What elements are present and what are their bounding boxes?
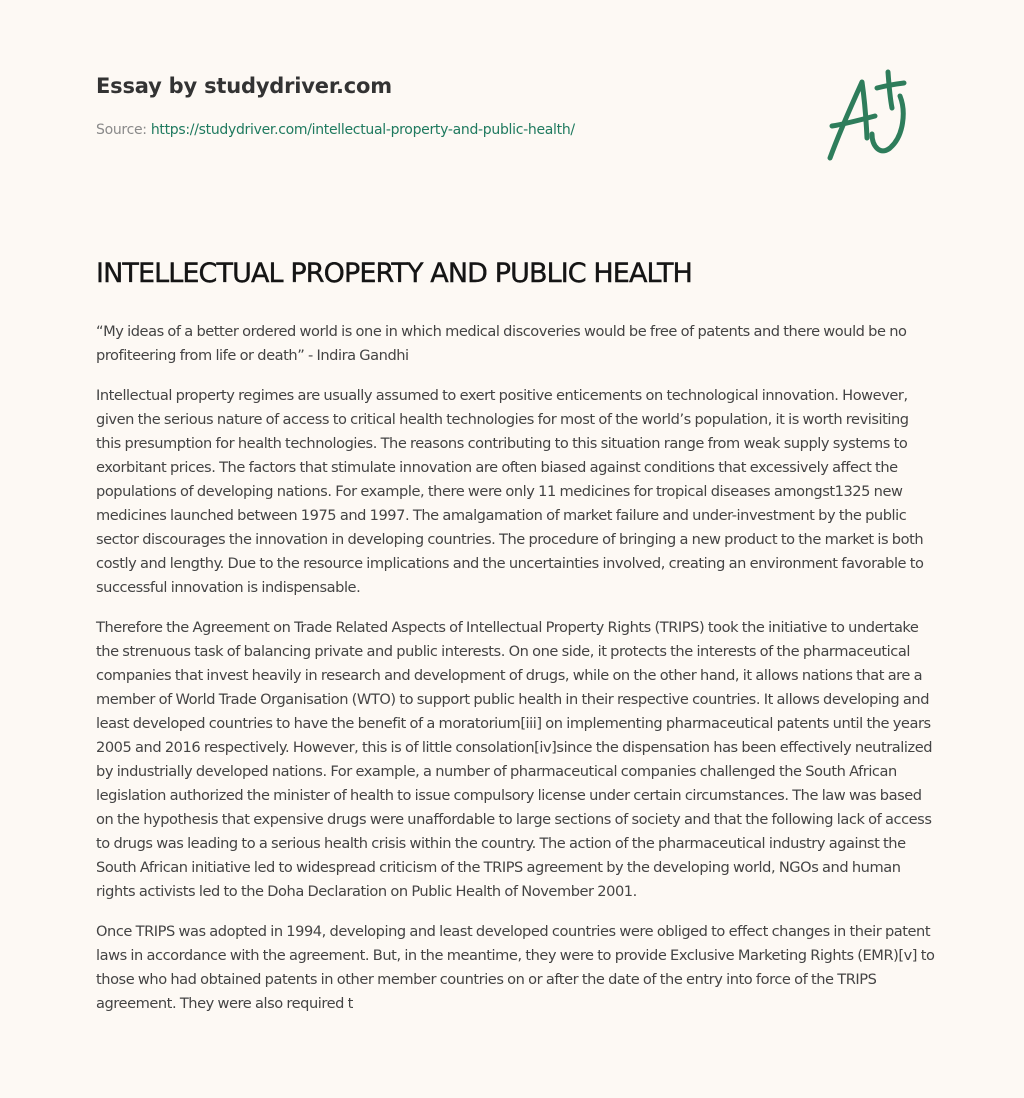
essay-content — [96, 254, 936, 1032]
source-line — [96, 122, 796, 138]
essay-paragraph: Once TRIPS was adopted in 1994, developing and least developed countries were obliged to effect changes in their patent laws in accordance with the agreement. But, in the meantime, they were to provide Exclusive Marketing Rights (EMR)[v] to those who had obtained patents in other member countries on or after the date of the entry into force of the TRIPS agreement. They were also required t — [96, 923, 935, 1012]
source-link[interactable]: https://studydriver.com/intellectual-property-and-public-health/ — [150, 122, 575, 138]
essay-quote: “My ideas of a better ordered world is one in which medical discoveries would be free of patents and there would be no profiteering from life or death” - Indira Gandhi — [96, 323, 907, 364]
a-plus-grade-icon — [820, 66, 930, 166]
essay-paragraph: Therefore the Agreement on Trade Related Aspects of Intellectual Property Rights (TRIPS) took the initiative to undertake the strenuous task of balancing private and public interests. On one side, it protects the interests of the pharmaceutical companies that invest heavily in research and development of drugs, while on the other hand, it allows nations that are a member of World Trade Organisation (WTO) to support public health in their respective countries. It allows developing and least developed countries to have the benefit of a moratorium[iii] on implementing pharmaceutical patents until the years 2005 and 2016 respectively. However, this is of little consolation[iv]since the dispensation has been effectively neutralized by industrially developed nations. For example, a number of pharmaceutical companies challenged the South African legislation authorized the minister of health to issue compulsory license under certain circumstances. The law was based on the hypothesis that expensive drugs were unaffordable to large sections of society and that the following lack of access to drugs was leading to a serious health crisis within the country. The action of the pharmaceutical industry against the South African initiative led to widespread criticism of the TRIPS agreement by the developing world, NGOs and human rights activists led to the Doha Declaration on Public Health of November 2001. — [96, 619, 933, 900]
site-title: Essay by studydriver.com — [96, 74, 392, 98]
essay-paragraph: Intellectual property regimes are usually assumed to exert positive enticements on technological innovation. However, given the serious nature of access to critical health technologies for most of the world’s population, it is worth revisiting this presumption for health technologies. The reasons contributing to this situation range from weak supply systems to exorbitant prices. The factors that stimulate innovation are often biased against conditions that excessively affect the populations of developing nations. For example, there were only 11 medicines for tropical diseases amongst1325 new medicines launched between 1975 and 1997. The amalgamation of market failure and under-investment by the public sector discourages the innovation in developing countries. The procedure of bringing a new product to the market is both costly and lengthy. Due to the resource implications and the uncertainties involved, creating an environment favorable to successful innovation is indispensable. — [96, 387, 924, 596]
page-header — [96, 74, 796, 138]
source-label: Source: — [96, 122, 147, 138]
essay-title: INTELLECTUAL PROPERTY AND PUBLIC HEALTH — [96, 258, 692, 289]
